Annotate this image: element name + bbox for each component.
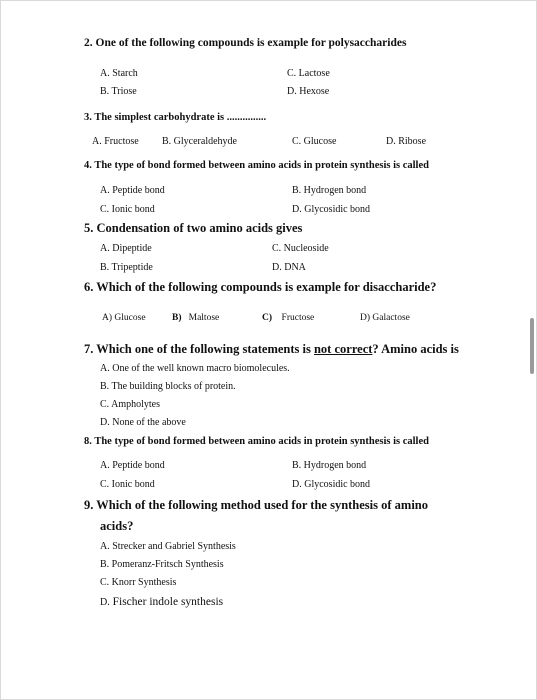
question-9-continued bbox=[100, 519, 133, 534]
option-7d[interactable] bbox=[100, 417, 186, 428]
option-letter: A. bbox=[100, 185, 110, 196]
question-number: 5. bbox=[84, 221, 94, 235]
option-text: The building blocks of protein. bbox=[111, 381, 236, 392]
option-9a[interactable] bbox=[100, 541, 236, 552]
question-9 bbox=[84, 498, 428, 513]
option-text: Strecker and Gabriel Synthesis bbox=[112, 541, 236, 552]
option-6b[interactable] bbox=[172, 313, 219, 323]
option-letter: C. bbox=[292, 136, 302, 147]
question-2 bbox=[84, 37, 406, 49]
option-2c[interactable] bbox=[287, 68, 330, 79]
option-text: Glucose bbox=[114, 313, 146, 323]
option-text: Ionic bond bbox=[111, 479, 155, 490]
option-letter: C. bbox=[100, 577, 110, 588]
option-6c[interactable] bbox=[262, 313, 314, 323]
option-text: Glyceraldehyde bbox=[173, 136, 237, 147]
option-letter: B) bbox=[172, 313, 182, 323]
option-text: One of the well known macro biomolecules. bbox=[112, 363, 290, 374]
option-letter: D. bbox=[386, 136, 396, 147]
option-letter: D. bbox=[292, 479, 302, 490]
option-2d[interactable] bbox=[287, 86, 329, 97]
option-text: Hydrogen bond bbox=[303, 185, 367, 196]
option-letter: B. bbox=[162, 136, 172, 147]
option-8b[interactable] bbox=[292, 460, 366, 471]
option-9c[interactable] bbox=[100, 577, 176, 588]
option-6d[interactable] bbox=[360, 313, 410, 323]
question-text: Which one of the following statements is bbox=[96, 342, 311, 356]
option-text: Pomeranz-Fritsch Synthesis bbox=[111, 559, 224, 570]
option-letter: B. bbox=[100, 86, 110, 97]
option-5c[interactable] bbox=[272, 243, 329, 254]
option-2a[interactable] bbox=[100, 68, 138, 79]
question-number: 6. bbox=[84, 280, 94, 294]
option-8d[interactable] bbox=[292, 479, 370, 490]
option-4a[interactable] bbox=[100, 185, 165, 196]
question-text: Which of the following compounds is example for disaccharide? bbox=[96, 280, 437, 294]
option-text: Ribose bbox=[398, 136, 427, 147]
question-6 bbox=[84, 280, 436, 295]
option-letter: D. bbox=[287, 86, 297, 97]
option-text: Tripeptide bbox=[111, 262, 153, 273]
option-letter: C) bbox=[262, 313, 273, 323]
option-5a[interactable] bbox=[100, 243, 152, 254]
question-text: Which of the following method used for the synthesis of amino bbox=[96, 498, 429, 512]
option-text: DNA bbox=[284, 262, 306, 273]
question-text: The type of bond formed between amino acids in protein synthesis is called bbox=[94, 160, 429, 171]
option-text: Starch bbox=[112, 68, 138, 79]
option-text: Ampholytes bbox=[111, 399, 161, 410]
option-3a[interactable] bbox=[92, 136, 139, 147]
option-text: Fructose bbox=[281, 313, 315, 323]
option-text: Peptide bond bbox=[112, 460, 165, 471]
option-4c[interactable] bbox=[100, 204, 155, 215]
option-letter: C. bbox=[100, 399, 110, 410]
option-letter: D. bbox=[292, 204, 302, 215]
question-number: 3. bbox=[84, 112, 92, 123]
option-letter: C. bbox=[100, 479, 110, 490]
option-text: Glycosidic bond bbox=[304, 479, 371, 490]
question-text: The type of bond formed between amino acids in protein synthesis is called bbox=[94, 436, 429, 447]
option-7c[interactable] bbox=[100, 399, 160, 410]
option-text: Galactose bbox=[372, 313, 410, 323]
option-8a[interactable] bbox=[100, 460, 165, 471]
option-text: Glucose bbox=[303, 136, 337, 147]
option-4d[interactable] bbox=[292, 204, 370, 215]
question-8 bbox=[84, 436, 429, 447]
option-letter: A. bbox=[100, 243, 110, 254]
option-letter: B. bbox=[292, 185, 302, 196]
option-letter: D. bbox=[100, 417, 110, 428]
question-text: acids? bbox=[100, 519, 134, 533]
option-3d[interactable] bbox=[386, 136, 426, 147]
question-number: 8. bbox=[84, 436, 92, 447]
question-number: 2. bbox=[84, 37, 93, 49]
option-letter: C. bbox=[100, 204, 110, 215]
option-letter: A. bbox=[92, 136, 102, 147]
option-letter: D) bbox=[360, 313, 371, 323]
question-3 bbox=[84, 112, 266, 123]
option-letter: B. bbox=[100, 381, 110, 392]
question-7 bbox=[84, 342, 459, 357]
option-text: Ionic bond bbox=[111, 204, 155, 215]
option-9d[interactable] bbox=[100, 596, 223, 608]
option-2b[interactable] bbox=[100, 86, 137, 97]
question-text: Condensation of two amino acids gives bbox=[96, 221, 303, 235]
option-5b[interactable] bbox=[100, 262, 153, 273]
option-text: Lactose bbox=[298, 68, 330, 79]
option-7b[interactable] bbox=[100, 381, 236, 392]
option-letter: A. bbox=[100, 460, 110, 471]
option-text: Maltose bbox=[188, 313, 220, 323]
option-3b[interactable] bbox=[162, 136, 237, 147]
option-letter: B. bbox=[100, 559, 110, 570]
question-text: One of the following compounds is example for polysaccharides bbox=[95, 37, 407, 49]
scrollbar-thumb[interactable] bbox=[530, 318, 534, 374]
option-text: Fischer indole synthesis bbox=[112, 596, 224, 608]
option-text: Glycosidic bond bbox=[304, 204, 371, 215]
option-letter: A) bbox=[102, 313, 113, 323]
option-letter: B. bbox=[100, 262, 110, 273]
question-number: 7. bbox=[84, 342, 94, 356]
option-3c[interactable] bbox=[292, 136, 336, 147]
option-text: Nucleoside bbox=[283, 243, 329, 254]
option-text: Dipeptide bbox=[112, 243, 152, 254]
option-letter: A. bbox=[100, 68, 110, 79]
question-number: 4. bbox=[84, 160, 92, 171]
option-4b[interactable] bbox=[292, 185, 366, 196]
option-letter: D. bbox=[100, 597, 110, 608]
option-text: Fructose bbox=[104, 136, 139, 147]
option-text: Knorr Synthesis bbox=[111, 577, 177, 588]
option-letter: B. bbox=[292, 460, 302, 471]
option-text: None of the above bbox=[112, 417, 186, 428]
option-text: Hydrogen bond bbox=[303, 460, 367, 471]
option-letter: A. bbox=[100, 363, 110, 374]
question-text: The simplest carbohydrate is ............... bbox=[94, 112, 267, 123]
option-9b[interactable] bbox=[100, 559, 224, 570]
option-8c[interactable] bbox=[100, 479, 155, 490]
question-4 bbox=[84, 160, 429, 171]
option-letter: C. bbox=[287, 68, 297, 79]
question-number: 9. bbox=[84, 498, 94, 512]
option-7a[interactable] bbox=[100, 363, 290, 374]
option-letter: A. bbox=[100, 541, 110, 552]
option-text: Peptide bond bbox=[112, 185, 165, 196]
question-5 bbox=[84, 221, 302, 236]
question-text-emphasis: not correct bbox=[313, 342, 373, 356]
option-text: Hexose bbox=[299, 86, 330, 97]
option-letter: D. bbox=[272, 262, 282, 273]
option-6a[interactable] bbox=[102, 313, 146, 323]
option-letter: C. bbox=[272, 243, 282, 254]
option-5d[interactable] bbox=[272, 262, 306, 273]
question-text: ? Amino acids is bbox=[372, 342, 459, 356]
option-text: Triose bbox=[111, 86, 137, 97]
